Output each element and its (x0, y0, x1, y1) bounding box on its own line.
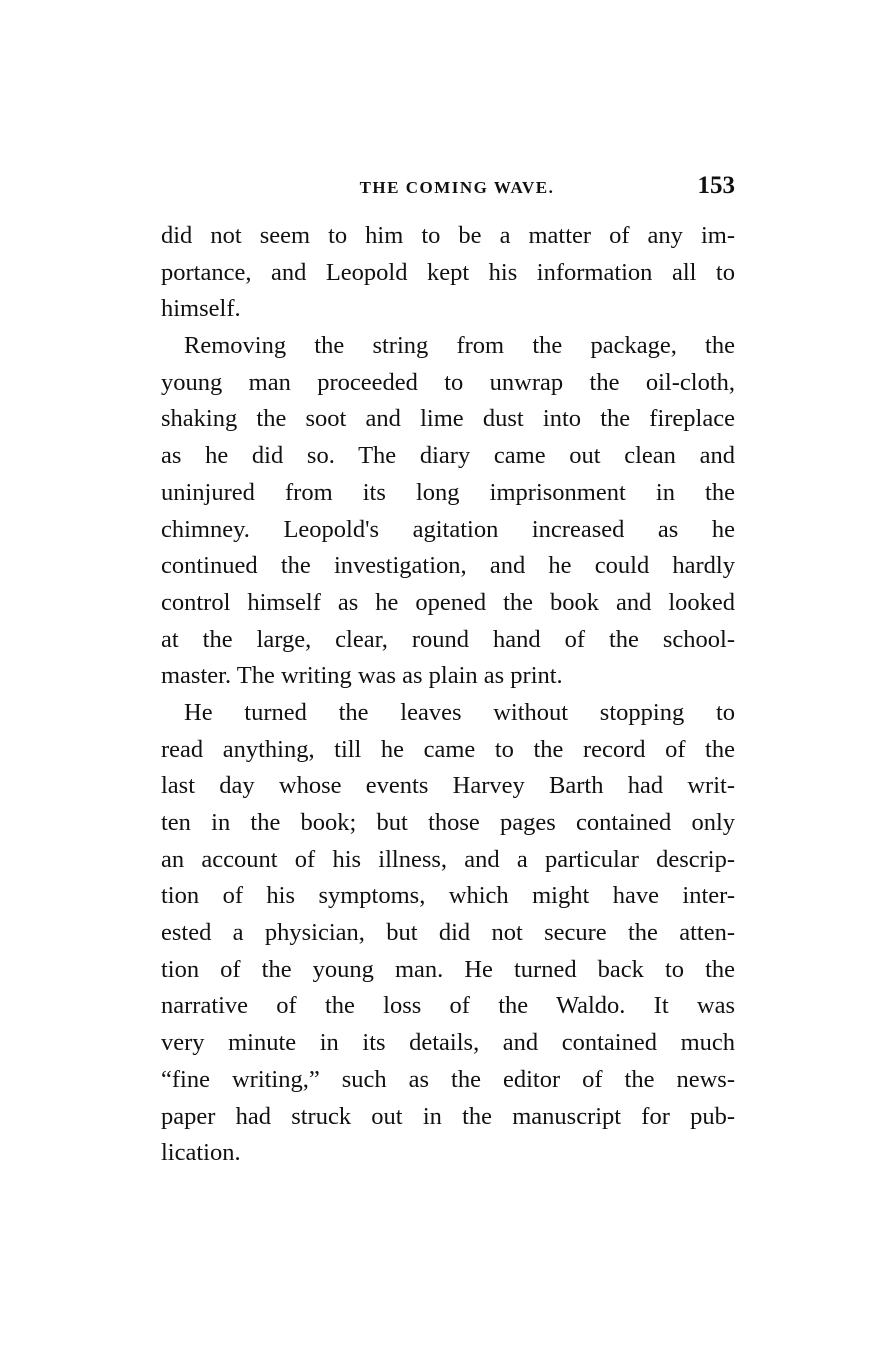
text-line: last day whose events Harvey Barth had writ- (161, 772, 735, 800)
text-line: ested a physician, but did not secure the atten- (161, 919, 735, 947)
page-header (161, 172, 735, 202)
text-line: an account of his illness, and a particular descrip- (161, 845, 735, 873)
text-line: Removing the string from the package, the (184, 332, 735, 360)
text-line: tion of his symptoms, which might have inter- (161, 882, 735, 910)
text-line: uninjured from its long imprisonment in the (161, 478, 735, 506)
text-line: did not seem to him to be a matter of any im- (161, 222, 735, 249)
text-line: “fine writing,” such as the editor of the news- (161, 1065, 735, 1093)
running-title: THE COMING WAVE. (359, 178, 555, 197)
text-line: shaking the soot and lime dust into the fireplace (161, 405, 735, 433)
text-line: paper had struck out in the manuscript for pub- (161, 1102, 735, 1130)
text-line: very minute in its details, and contained much (161, 1029, 735, 1057)
paragraph (161, 218, 735, 328)
text-line: He turned the leaves without stopping to (184, 698, 735, 726)
text-line: himself. (161, 295, 241, 323)
text-line: master. The writing was as plain as print. (161, 662, 563, 690)
text-line: narrative of the loss of the Waldo. It was (161, 992, 735, 1020)
paragraph (161, 695, 735, 1172)
text-line: as he did so. The diary came out clean and (161, 442, 735, 470)
page-number: 153 (697, 172, 735, 199)
text-line: at the large, clear, round hand of the school- (161, 625, 735, 653)
text-line: read anything, till he came to the record of the (161, 735, 735, 763)
text-line: ten in the book; but those pages contained only (161, 809, 735, 836)
text-line: tion of the young man. He turned back to the (161, 955, 735, 983)
text-line: chimney. Leopold's agitation increased as he (161, 515, 735, 543)
text-line: portance, and Leopold kept his information all to (161, 258, 735, 286)
text-line: young man proceeded to unwrap the oil-cloth, (161, 368, 735, 396)
paragraph (161, 328, 735, 695)
body-text (161, 218, 735, 1172)
text-line: continued the investigation, and he could hardly (161, 552, 735, 580)
text-line: lication. (161, 1139, 241, 1167)
text-line: control himself as he opened the book and looked (161, 588, 735, 616)
